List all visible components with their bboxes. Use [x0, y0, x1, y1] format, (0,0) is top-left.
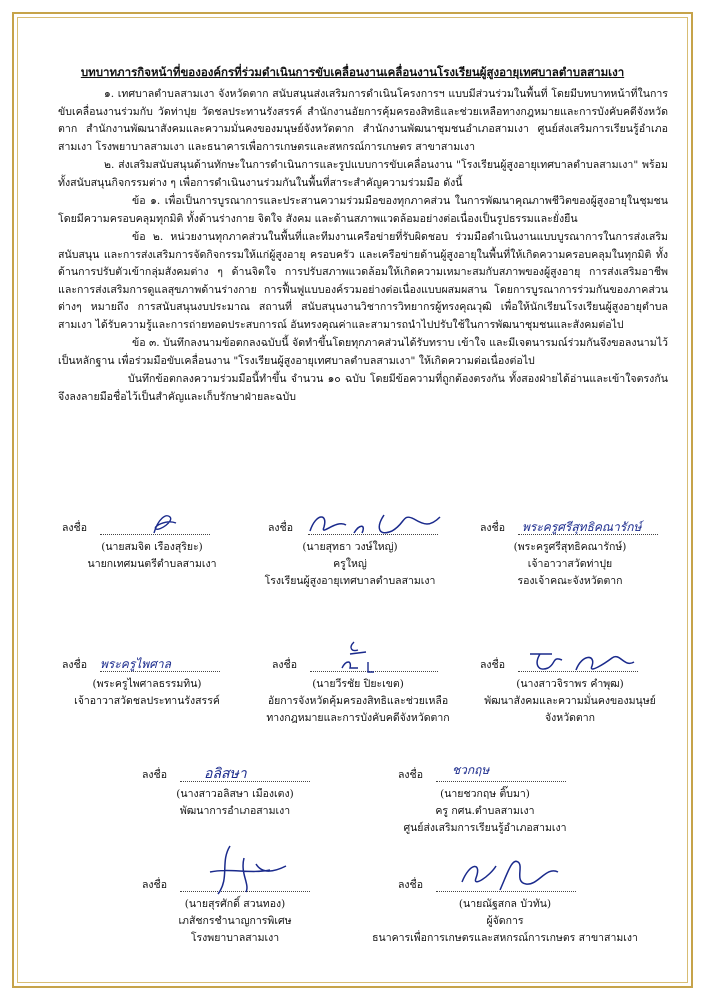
svg-text:พระครูไพศาล: พระครูไพศาล — [100, 657, 171, 671]
signatory-name: (พระครูไพศาลธรรมทิน) — [92, 678, 202, 690]
handwritten-signature — [200, 844, 300, 896]
signature-block-headmaster — [240, 513, 460, 590]
signature-block-abbot-thapui — [470, 513, 670, 590]
signatory-position: ผู้จัดการ — [486, 915, 524, 927]
handwritten-signature — [132, 509, 192, 539]
signatory-organization: ศูนย์ส่งเสริมการเรียนรู้อำเภอสามเงา — [403, 822, 567, 834]
signatory-organization: โรงพยาบาลสามเงา — [190, 932, 280, 944]
signatory-position-line2: จังหวัดตาก — [545, 712, 595, 724]
handwritten-signature — [456, 852, 566, 896]
sign-label: ลงชื่อ — [62, 659, 87, 671]
signatory-position: พัฒนาการอำเภอสามเงา — [179, 805, 291, 817]
sign-label: ลงชื่อ — [398, 879, 423, 891]
signature-block-mayor — [62, 513, 242, 573]
signature-block-baac-manager — [360, 870, 650, 947]
paragraph-2: ๒. ส่งเสริมสนับสนุนด้านทักษะในการดำเนินการและรูปแบบการขับเคลื่อนงาน "โรงเรียนผู้สูงอายุเทศบาลตำบลสามเงา" พร้อมทั้งสนับสนุนกิจกรรมต่าง ๆ เพื่อการดำเนินงานร่วมกันในพื้นที่สาระสำคัญความร่วมมือ ดังนี้ — [58, 159, 668, 189]
handwritten-signature — [202, 758, 292, 786]
clause-2: ข้อ ๒. หน่วยงานทุกภาคส่วนในพื้นที่และทีมงานเครือข่ายที่รับผิดชอบ ร่วมมือดำเนินงานแบบบูรณาการในการส่งเสริม สนับสนุน และการส่งเสริมการจัดกิจกรรมให้แก่ผู้สูงอายุ ครอบครัว และเครือข่ายด้านผู้สูงอายุในพื้นที่ให้เกิดความครอบคลุมในทุกมิติ ทั้งด้านการปรับตัวเข้ากลุ่มสังคมต่าง ๆ ด้านจิตใจ การปรับสภาพแวดล้อมให้เกิดความเหมาะสมกับสภาพของผู้สูงอายุ การส่งเสริมอาชีพ และการส่งเสริมการดูแลสุขภาพด้านร่างกาย การฟื้นฟูแบบองค์รวมอย่างต่อเนื่องแบบผสมผสาน โดยการบูรณาการร่วมกันของภาคส่วนต่างๆ หมายถึง การสนับสนุนงบประมาณ สถานที่ สนับสนุนงานวิชาการวิทยากรผู้ทรงคุณวุฒิ เพื่อให้นักเรียนโรงเรียนผู้สูงอายุตำบลสามเงา ได้รับความรู้และการถ่ายทอดประสบการณ์ อันทรงคุณค่าและสามารถนำไปปรับใช้ในการพัฒนาชุมชนและสังคมต่อไป — [58, 231, 668, 331]
signatory-name: (นายณัฐสกล บัวทัน) — [458, 898, 552, 910]
signatory-position: ครู กศน.ตำบลสามเงา — [435, 805, 535, 817]
signatory-name: (นายสุทธา วงษ์ใหญ่) — [302, 541, 398, 553]
document-body — [58, 86, 668, 407]
handwritten-signature — [98, 648, 208, 676]
signature-block-community-development — [130, 760, 340, 820]
document-title: บทบาทภารกิจหน้าที่ขององค์กรที่ร่วมดำเนินการขับเคลื่อนงานเคลื่อนงานโรงเรียนผู้สูงอายุเทศบาลตำบลสามเงา — [80, 65, 625, 79]
signature-block-social-development — [470, 650, 670, 727]
signature-block-nfe-teacher — [380, 760, 590, 837]
handwritten-signature — [526, 646, 646, 676]
signatory-organization: ธนาคารเพื่อการเกษตรและสหกรณ์การเกษตร สาขาสามเงา — [372, 932, 638, 944]
signatory-name: (นายสมจิต เรืองสุริยะ) — [101, 541, 203, 553]
handwritten-signature — [306, 507, 446, 539]
signatory-position: พัฒนาสังคมและความมั่นคงของมนุษย์ — [484, 695, 656, 707]
signatory-name: (นางสาวอลิสษา เมืองเตง) — [176, 788, 294, 800]
sign-label: ลงชื่อ — [268, 522, 293, 534]
signatory-name: (นายสุรศักดิ์ สวนทอง) — [184, 898, 286, 910]
signature-block-abbot-chonprathan — [42, 650, 252, 710]
signature-block-prosecutor — [248, 650, 468, 727]
svg-text:ชวกฤษ: ชวกฤษ — [452, 763, 490, 777]
signatory-position: นายกเทศมนตรีตำบลสามเงา — [87, 558, 217, 570]
sign-label: ลงชื่อ — [398, 769, 423, 781]
signatory-name: (นายชวกฤษ ติ๊บมา) — [440, 788, 530, 800]
clause-3: ข้อ ๓. บันทึกลงนามข้อตกลงฉบับนี้ จัดทำขึ้นโดยทุกภาคส่วนได้รับทราบ เข้าใจ และมีเจตนารมณ์ร่วมกันจึงขอลงนามไว้เป็นหลักฐาน เพื่อร่วมมือขับเคลื่อนงาน "โรงเรียนผู้สูงอายุเทศบาลตำบลสามเงา" ให้เกิดความต่อเนื่องต่อไป — [58, 337, 669, 367]
closing-paragraph: บันทึกข้อตกลงความร่วมมือนี้ทำขึ้น จำนวน ๑๐ ฉบับ โดยมีข้อความที่ถูกต้องตรงกัน ทั้งสองฝ่ายได้อ่านและเข้าใจตรงกัน จึงลงลายมือชื่อไว้เป็นสำคัญและเก็บรักษาฝ่ายละฉบับ — [58, 373, 668, 403]
clause-1: ข้อ ๑. เพื่อเป็นการบูรณาการและประสานความร่วมมือของทุกภาคส่วน ในการพัฒนาคุณภาพชีวิตของผู้สูงอายุในชุมชน โดยมีความครอบคลุมทุกมิติ ทั้งด้านร่างกาย จิตใจ สังคม และด้านสภาพแวดล้อมอย่างต่อเนื่องเป็นรูปธรรมและยั่งยืน — [58, 195, 668, 225]
signatory-position: เภสัชกรชำนาญการพิเศษ — [178, 915, 292, 927]
sign-label: ลงชื่อ — [480, 522, 505, 534]
signatory-position-line2: ทางกฎหมายและการบังคับคดีจังหวัดตาก — [266, 712, 450, 724]
signatory-name: (พระครูศรีสุทธิคณารักษ์) — [513, 541, 627, 553]
signatory-title: รองเจ้าคณะจังหวัดตาก — [517, 575, 623, 587]
signatory-name: (นางสาวจิราพร คำพุฒ) — [516, 678, 624, 690]
svg-text:อลิสษา: อลิสษา — [204, 766, 247, 782]
signatory-position: เจ้าอาวาสวัดชลประทานรังสรรค์ — [74, 695, 220, 707]
signatory-name: (นายวีรชัย ปิยะเขต) — [312, 678, 404, 690]
sign-label: ลงชื่อ — [272, 659, 297, 671]
sign-label: ลงชื่อ — [142, 879, 167, 891]
signature-block-pharmacist — [130, 870, 340, 947]
signatory-position: เจ้าอาวาสวัดท่าปุย — [527, 558, 613, 570]
signatory-organization: โรงเรียนผู้สูงอายุเทศบาลตำบลสามเงา — [264, 575, 436, 587]
signatory-position: อัยการจังหวัดคุ้มครองสิทธิและช่วยเหลือ — [267, 695, 449, 707]
signatory-position: ครูใหญ่ — [333, 558, 367, 570]
sign-label: ลงชื่อ — [480, 659, 505, 671]
paragraph-1: ๑. เทศบาลตำบลสามเงา จังหวัดตาก สนับสนุนส่งเสริมการดำเนินโครงการฯ แบบมีส่วนร่วมในพื้นที่ โดยมีบทบาทหน้าที่ในการขับเคลื่อนงานร่วมกับ วัดท่าปุย วัดชลประทานรังสรรค์ สำนักงานอัยการคุ้มครองสิทธิและช่วยเหลือทางกฎหมายและการบังคับคดีจังหวัดตาก สำนักงานพัฒนาสังคมและความมั่นคงของมนุษย์จังหวัดตาก สำนักงานพัฒนาชุมชนอำเภอสามเงา ศูนย์ส่งเสริมการเรียนรู้อำเภอสามเงา โรงพยาบาลสามเงา และธนาคารเพื่อการเกษตรและสหกรณ์การเกษตร สาขาสามเงา — [58, 88, 668, 153]
handwritten-signature — [520, 511, 660, 539]
svg-text:พระครูศรีสุทธิคณารักษ์: พระครูศรีสุทธิคณารักษ์ — [522, 520, 642, 534]
sign-label: ลงชื่อ — [142, 769, 167, 781]
sign-label: ลงชื่อ — [62, 522, 87, 534]
handwritten-signature — [450, 758, 530, 786]
handwritten-signature — [328, 638, 388, 676]
